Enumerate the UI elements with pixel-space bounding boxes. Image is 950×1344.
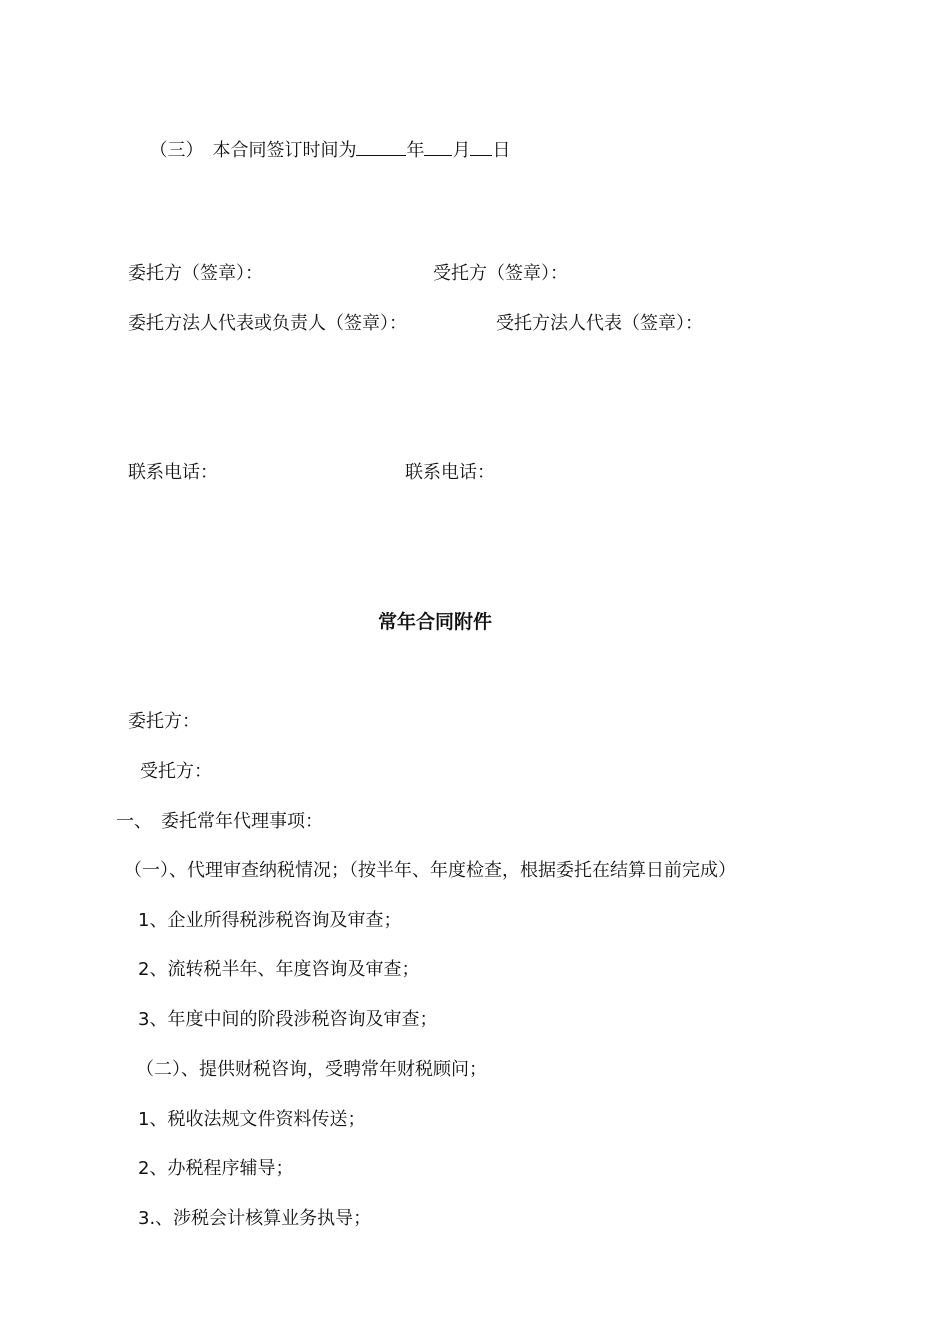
list-item: 2、办税程序辅导； [138, 1158, 294, 1179]
month-label: 月 [452, 140, 471, 161]
agent-seal-label: 受托方（签章）： [433, 263, 568, 284]
signing-date-line [138, 113, 510, 163]
section-one-heading: 一、 委托常年代理事项： [116, 811, 323, 832]
list-item: 1、税收法规文件资料传送； [138, 1109, 366, 1130]
agent-rep-label: 受托方法人代表（签章）： [496, 313, 703, 334]
part-two-heading: （二）、提供财税咨询，受聘常年财税顾问； [136, 1059, 487, 1080]
day-blank [470, 137, 492, 156]
day-label: 日 [492, 140, 511, 161]
attachment-title: 常年合同附件 [378, 611, 493, 633]
list-item: 3、年度中间的阶段涉税咨询及审查； [138, 1009, 438, 1030]
month-blank [424, 137, 452, 156]
client-phone-label: 联系电话： [128, 462, 218, 483]
list-item: 2、流转税半年、年度咨询及审查； [138, 959, 420, 980]
signing-date-prefix: （三） 本合同签订时间为 [149, 140, 357, 161]
client-rep-label: 委托方法人代表或负责人（签章）： [128, 313, 407, 334]
attachment-agent-label: 受托方： [140, 761, 212, 782]
list-item: 3.、涉税会计核算业务执导； [138, 1208, 372, 1229]
agent-phone-label: 联系电话： [405, 462, 495, 483]
year-blank [356, 137, 406, 156]
attachment-client-label: 委托方： [128, 711, 200, 732]
client-seal-label: 委托方（签章）： [128, 263, 263, 284]
part-one-heading: （一）、代理审查纳税情况；（按半年、年度检查，根据委托在结算日前完成） [124, 860, 736, 881]
year-label: 年 [406, 140, 425, 161]
list-item: 1、企业所得税涉税咨询及审查； [138, 910, 402, 931]
